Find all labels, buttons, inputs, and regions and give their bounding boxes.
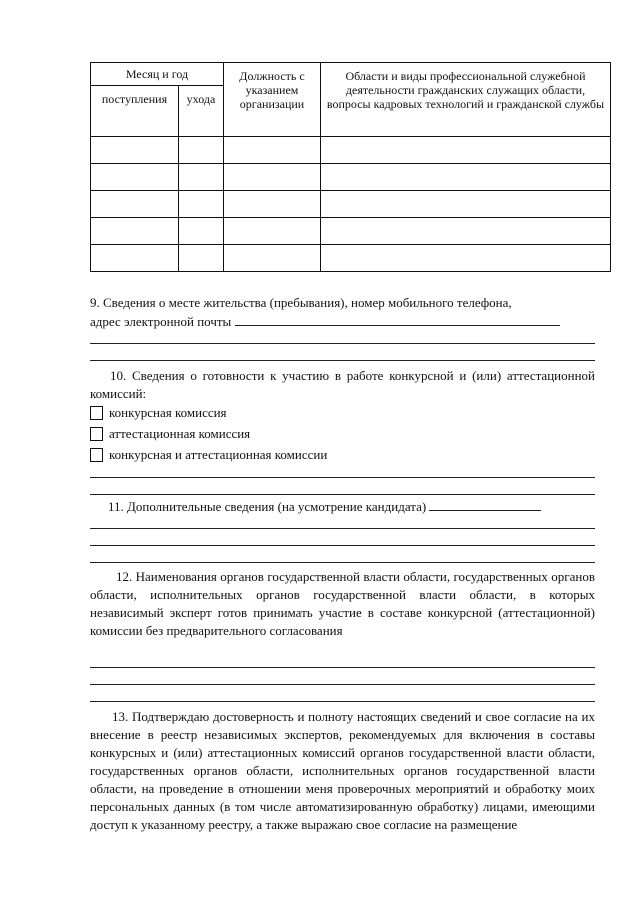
section-11-line — [90, 498, 595, 516]
section-12-text: 12. Наименования органов государственной власти области, государственных органов области, исполнительных органов государственной власти области, в которых независимый эксперт готов принимать участие в составе конкурсной (аттестационной) комиссии без предварительного согласования — [90, 569, 595, 638]
table-cell[interactable] — [179, 245, 224, 272]
checkbox[interactable] — [90, 448, 103, 462]
table-cell[interactable] — [224, 245, 321, 272]
table-cell[interactable] — [179, 191, 224, 218]
fill-line[interactable] — [90, 477, 595, 478]
fill-line[interactable] — [90, 562, 595, 563]
table-cell[interactable] — [91, 218, 179, 245]
table-cell[interactable] — [179, 137, 224, 164]
table-cell[interactable] — [321, 164, 611, 191]
fill-line[interactable] — [90, 667, 595, 668]
table-cell[interactable] — [321, 218, 611, 245]
table-row — [91, 218, 611, 245]
option-both-commissions[interactable] — [90, 446, 327, 464]
table-cell[interactable] — [91, 137, 179, 164]
table-cell[interactable] — [179, 164, 224, 191]
table-cell[interactable] — [224, 137, 321, 164]
section-10-text: 10. Сведения о готовности к участию в работе конкурсной и (или) аттестационной комиссий: — [90, 368, 595, 401]
section-9-line1: 9. Сведения о месте жительства (пребывания), номер мобильного телефона, — [90, 295, 512, 310]
email-field[interactable] — [235, 313, 560, 326]
table-cell[interactable] — [91, 191, 179, 218]
header-entry: поступления — [91, 86, 179, 137]
table-row — [91, 164, 611, 191]
fill-line[interactable] — [90, 545, 595, 546]
section-9-email-label: адрес электронной почты — [90, 314, 232, 329]
table-row — [91, 191, 611, 218]
table-row — [91, 137, 611, 164]
table-cell[interactable] — [321, 191, 611, 218]
header-position: Должность с указанием организации — [224, 63, 321, 137]
option-competition-commission[interactable] — [90, 404, 227, 422]
fill-line[interactable] — [90, 684, 595, 685]
section-13-text: 13. Подтверждаю достоверность и полноту настоящих сведений и свое согласие на их внесение в реестр независимых экспертов, рекомендуемых для включения в составы конкурсных и (или) аттестационных комиссий органов государственной власти области, государственных органов области, исполнительных органов государственной власти области, на проведение в отношении меня проверочных мероприятий и обработку моих персональных данных (в том числе автоматизированную обработку) лицами, имеющими доступ к указанному реестру, а также выражаю свое согласие на размещение — [90, 709, 595, 832]
section-9-line2 — [90, 313, 595, 331]
table-row — [91, 245, 611, 272]
checkbox[interactable] — [90, 427, 103, 441]
header-leave: ухода — [179, 86, 224, 137]
additional-info-field[interactable] — [429, 498, 541, 511]
header-areas: Области и виды профессиональной служебной деятельности гражданских служащих области, вопросы кадровых технологий и гражданской службы — [321, 63, 611, 137]
experience-table — [90, 62, 611, 272]
table-cell[interactable] — [91, 164, 179, 191]
fill-line[interactable] — [90, 528, 595, 529]
fill-line[interactable] — [90, 494, 595, 495]
fill-line[interactable] — [90, 701, 595, 702]
table-cell[interactable] — [321, 137, 611, 164]
fill-line[interactable] — [90, 360, 595, 361]
checkbox[interactable] — [90, 406, 103, 420]
fill-line[interactable] — [90, 343, 595, 344]
section-11-text: 11. Дополнительные сведения (на усмотрение кандидата) — [108, 499, 427, 514]
table-cell[interactable] — [179, 218, 224, 245]
option-attestation-commission[interactable] — [90, 425, 250, 443]
option-label: аттестационная комиссия — [109, 426, 251, 441]
table-cell[interactable] — [321, 245, 611, 272]
option-label: конкурсная комиссия — [109, 405, 227, 420]
table-cell[interactable] — [224, 218, 321, 245]
table-cell[interactable] — [224, 191, 321, 218]
header-month-year: Месяц и год — [91, 63, 224, 86]
table-cell[interactable] — [224, 164, 321, 191]
option-label: конкурсная и аттестационная комиссии — [109, 447, 328, 462]
table-cell[interactable] — [91, 245, 179, 272]
